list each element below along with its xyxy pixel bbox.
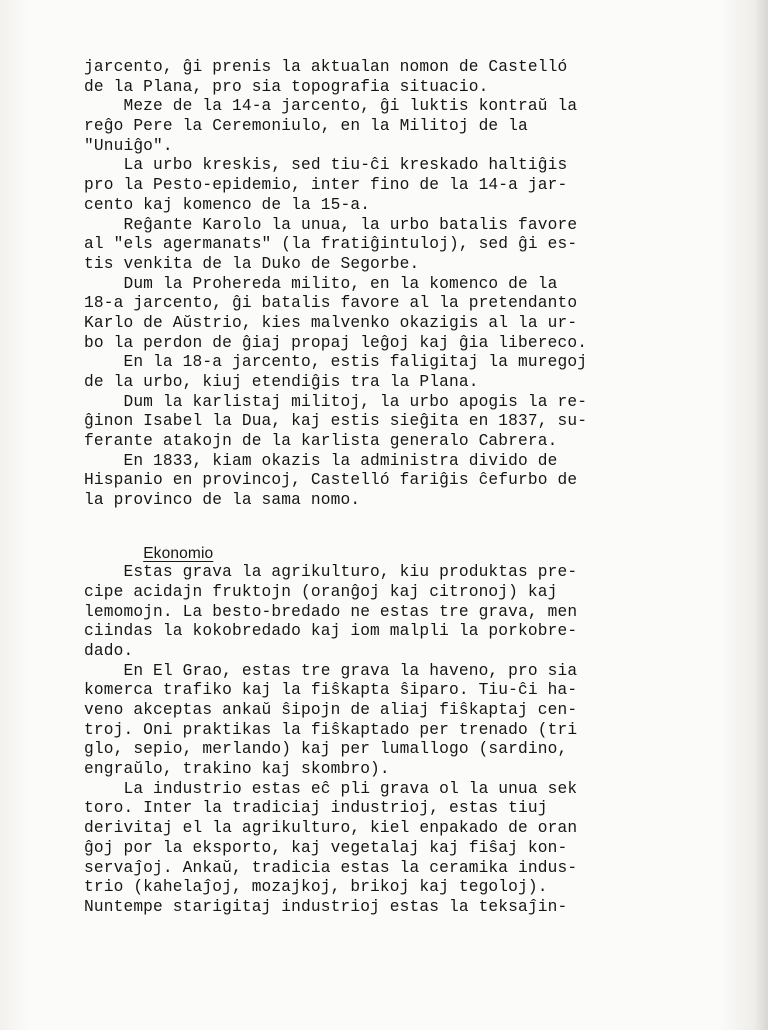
text-line: En la 18-a jarcento, estis faligitaj la muregoj (84, 353, 588, 372)
text-line: "Unuiĝo". (84, 136, 173, 155)
text-line: Estas grava la agrikulturo, kiu produktas pre- (84, 563, 578, 582)
text-line: servaĵoj. Ankaŭ, tradicia estas la ceramika indus- (84, 858, 578, 877)
text-line: tis venkita de la Duko de Segorbe. (84, 254, 420, 273)
text-line: pro la Pesto-epidemio, inter fino de la 14-a jar- (84, 176, 568, 195)
paragraph (84, 452, 704, 511)
paragraph (84, 353, 704, 392)
text-line: ĝoj por la eksporto, kaj vegetalaj kaj fiŝaj kon- (84, 838, 568, 857)
text-line: ĝinon Isabel la Dua, kaj estis sieĝita en 1837, su- (84, 412, 588, 431)
section-heading-ekonomio: Ekonomio (143, 544, 214, 562)
text-line: bo la perdon de ĝiaj propaj leĝoj kaj ĝia libereco. (84, 333, 588, 352)
section-spacer (84, 511, 704, 524)
text-line: la provinco de la sama nomo. (84, 491, 361, 510)
text-line: cento kaj komenco de la 15-a. (84, 195, 371, 214)
text-line: de la urbo, kiuj etendiĝis tra la Plana. (84, 373, 479, 391)
text-line: dado. (84, 641, 134, 660)
paragraph (84, 563, 704, 661)
text-line: ciindas la kokobredado kaj iom malpli la porkobre- (84, 622, 578, 641)
paragraph (84, 156, 704, 215)
paragraph (84, 275, 704, 354)
text-line: jarcento, ĝi prenis la aktualan nomon de Castelló (84, 58, 568, 76)
text-line: La industrio estas eĉ pli grava ol la unua sek (84, 779, 578, 798)
text-line: Nuntempe starigitaj industrioj estas la teksaĵin- (84, 897, 568, 916)
text-line: 18-a jarcento, ĝi batalis favore al la pretendanto (84, 294, 578, 313)
text-line: ferante atakojn de la karlista generalo Cabrera. (84, 432, 558, 451)
paragraph (84, 393, 704, 452)
text-line: Hispanio en provincoj, Castelló fariĝis ĉefurbo de (84, 471, 578, 490)
text-line: de la Plana, pro sia topografia situacio. (84, 77, 489, 96)
typed-text-body (84, 58, 704, 918)
paragraph (84, 58, 704, 97)
text-line: En 1833, kiam okazis la administra divido de (84, 451, 558, 470)
text-line: reĝo Pere la Ceremoniulo, en la Militoj de la (84, 117, 528, 136)
text-line: Reĝante Karolo la unua, la urbo batalis favore (84, 215, 578, 234)
text-line: lemomojn. La besto-bredado ne estas tre grava, men (84, 602, 578, 621)
text-line: veno akceptas ankaŭ ŝipojn de aliaj fiŝkaptaj cen- (84, 701, 578, 719)
text-line: Karlo de Aŭstrio, kies malvenko okazigis al la ur- (84, 313, 578, 332)
text-line: toro. Inter la tradiciaj industrioj, estas tiuj (84, 799, 548, 818)
text-line: En El Grao, estas tre grava la haveno, pro sia (84, 661, 578, 680)
history-section (84, 58, 704, 511)
economy-section (84, 563, 704, 917)
text-line: cipe acidajn fruktojn (oranĝoj kaj citronoj) kaj (84, 582, 558, 601)
heading-line (84, 524, 704, 562)
text-line: La urbo kreskis, sed tiu-ĉi kreskado haltiĝis (84, 156, 568, 175)
text-line: Dum la Prohereda milito, en la komenco de la (84, 274, 558, 293)
text-line: al "els agermanats" (la fratiĝintuloj), sed ĝi es- (84, 235, 578, 254)
text-line: troj. Oni praktikas la fiŝkaptado per trenado (tri (84, 720, 578, 739)
text-line: engraŭlo, trakino kaj skombro). (84, 760, 390, 779)
paragraph (84, 97, 704, 156)
page-edge-shadow (754, 0, 768, 1030)
paragraph (84, 780, 704, 918)
text-line: trio (kahelaĵoj, mozajkoj, brikoj kaj tegoloj). (84, 878, 548, 897)
text-line: glo, sepio, merlando) kaj per lumallogo (sardino, (84, 740, 568, 759)
text-line: derivitaj el la agrikulturo, kiel enpakado de oran (84, 819, 578, 838)
text-line: komerca trafiko kaj la fiŝkapta ŝiparo. Tiu-ĉi ha- (84, 681, 578, 700)
paragraph (84, 662, 704, 780)
text-line: Meze de la 14-a jarcento, ĝi luktis kontraŭ la (84, 97, 578, 116)
text-line: Dum la karlistaj militoj, la urbo apogis la re- (84, 392, 588, 411)
paragraph (84, 216, 704, 275)
